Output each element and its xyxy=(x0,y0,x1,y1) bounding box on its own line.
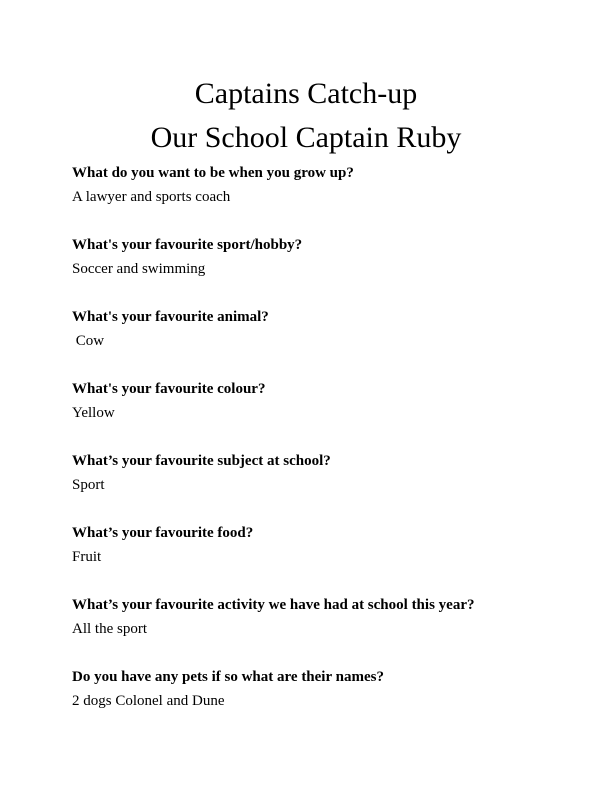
answer-5: Sport xyxy=(72,477,105,493)
title-line-1: Captains Catch-up xyxy=(194,77,418,110)
question-5: What’s your favourite subject at school? xyxy=(72,453,331,469)
answer-7: All the sport xyxy=(72,621,147,637)
qa-item-7 xyxy=(72,595,552,639)
answer-6: Fruit xyxy=(72,549,102,565)
answer-3: Cow xyxy=(72,333,105,349)
answer-1: A lawyer and sports coach xyxy=(72,189,231,205)
answer-4: Yellow xyxy=(72,405,115,421)
qa-item-6 xyxy=(72,523,552,567)
question-3: What's your favourite animal? xyxy=(72,309,269,325)
qa-item-5 xyxy=(72,451,552,495)
qa-item-4 xyxy=(72,379,552,423)
title-line-2: Our School Captain Ruby xyxy=(150,121,462,154)
question-7: What’s your favourite activity we have had at school this year? xyxy=(72,597,475,613)
question-8: Do you have any pets if so what are their names? xyxy=(72,669,384,685)
qa-item-3 xyxy=(72,307,552,351)
question-1: What do you want to be when you grow up? xyxy=(72,165,354,181)
question-2: What's your favourite sport/hobby? xyxy=(72,237,303,253)
question-6: What’s your favourite food? xyxy=(72,525,254,541)
qa-item-8 xyxy=(72,667,552,711)
qa-item-1 xyxy=(72,163,552,207)
answer-2: Soccer and swimming xyxy=(72,261,206,277)
question-4: What's your favourite colour? xyxy=(72,381,266,397)
answer-8: 2 dogs Colonel and Dune xyxy=(72,693,225,709)
qa-item-2 xyxy=(72,235,552,279)
